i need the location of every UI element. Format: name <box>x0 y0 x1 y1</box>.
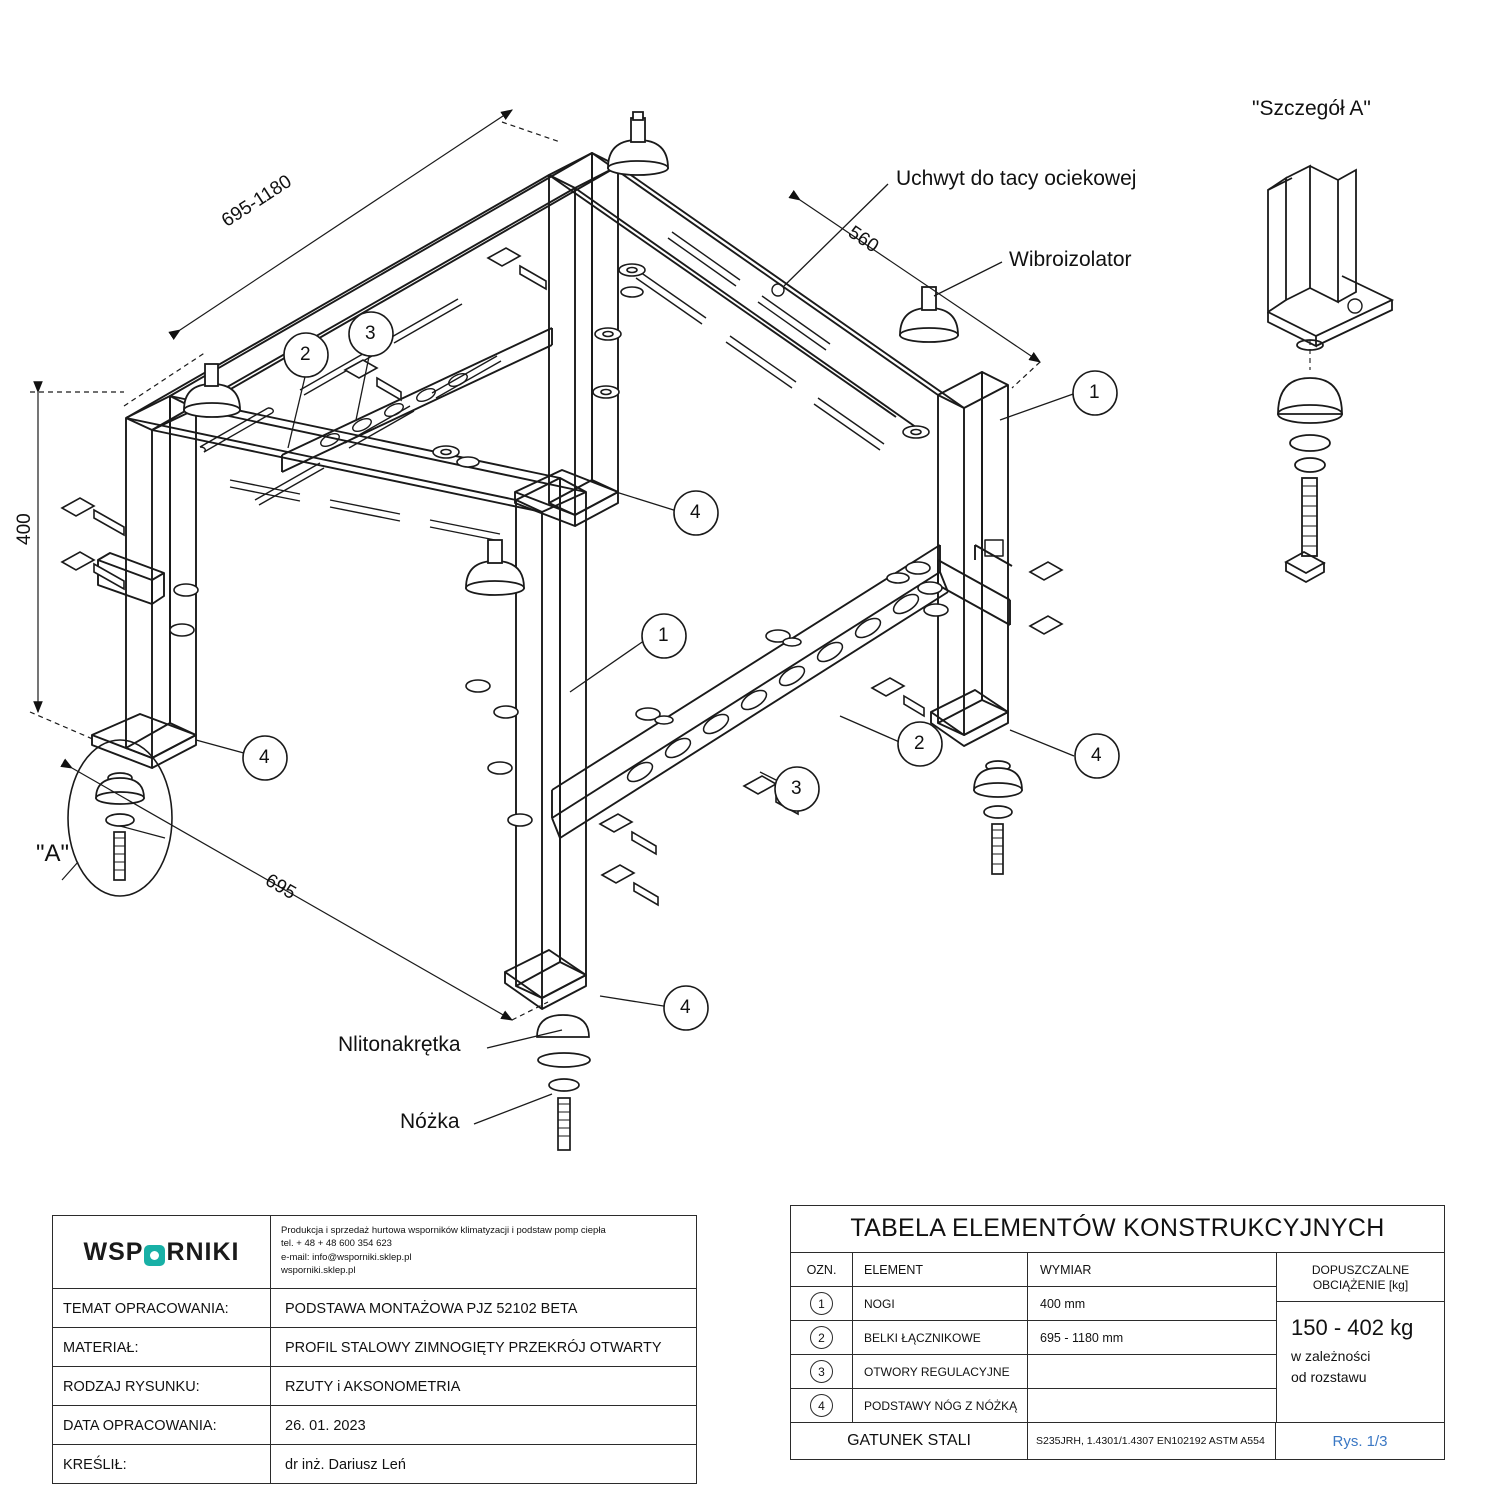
detail-a-marker: "A" <box>36 840 70 867</box>
dimension-width-top: 560 <box>844 222 883 258</box>
circ-num-2: 2 <box>810 1326 833 1349</box>
label-author: KREŚLIŁ: <box>53 1445 271 1483</box>
allowable-load-column <box>1276 1253 1444 1422</box>
value-author: dr inż. Dariusz Leń <box>285 1457 406 1473</box>
allowable-load-header: DOPUSZCZALNE OBCIĄŻENIE [kg] <box>1277 1253 1444 1302</box>
value-material: PROFIL STALOWY ZIMNOGIĘTY PRZEKRÓJ OTWARTY <box>285 1340 662 1356</box>
row-wymiar <box>1028 1355 1276 1388</box>
company-logo <box>53 1216 271 1288</box>
balloon-1-right: 1 <box>1089 382 1100 403</box>
row-element: NOGI <box>853 1287 1028 1320</box>
row-wymiar: 400 mm <box>1040 1296 1086 1311</box>
title-block-header <box>53 1216 696 1288</box>
label-subject: TEMAT OPRACOWANIA: <box>53 1289 271 1327</box>
steel-grade-value: S235JRH, 1.4301/1.4307 EN102192 ASTM A554 <box>1028 1423 1276 1459</box>
row-wymiar <box>1028 1389 1276 1422</box>
value-date: 26. 01. 2023 <box>285 1418 366 1434</box>
callout-rivet-nut: Nlitonakrętka <box>338 1033 461 1056</box>
table-row <box>791 1355 1276 1389</box>
callout-vibration-isolator: Wibroizolator <box>1009 248 1132 271</box>
header-wymiar: WYMIAR <box>1040 1262 1092 1277</box>
circ-num-3: 3 <box>810 1360 833 1383</box>
contact-line-2: tel. + 48 + 48 600 354 623 <box>281 1238 392 1250</box>
row-ozn <box>791 1389 853 1422</box>
contact-line-4: wsporniki.sklep.pl <box>281 1265 356 1277</box>
dimension-depth: 695-1180 <box>218 171 296 232</box>
title-block <box>52 1215 697 1484</box>
row-element: OTWORY REGULACYJNE <box>853 1355 1028 1388</box>
contact-line-1: Produkcja i sprzedaż hurtowa wsporników klimatyzacji i podstaw pomp ciepła <box>281 1225 606 1236</box>
company-contact <box>271 1216 696 1288</box>
balloon-4-bottom: 4 <box>680 997 691 1018</box>
logo-mark-icon <box>144 1245 165 1266</box>
circ-num-1: 1 <box>810 1292 833 1315</box>
title-block-row-drawing-type <box>53 1366 696 1405</box>
balloon-4-upper: 4 <box>690 502 701 523</box>
sheet-number: Rys. 1/3 <box>1332 1432 1388 1450</box>
logo-text-left: WSP <box>83 1237 144 1266</box>
contact-line-3: e-mail: info@wsporniki.sklep.pl <box>281 1251 412 1263</box>
steel-grade-footer <box>791 1422 1444 1459</box>
table-row <box>791 1389 1276 1422</box>
row-ozn <box>791 1287 853 1320</box>
fasteners <box>62 248 1062 905</box>
balloon-circles <box>243 312 1119 1030</box>
table-row <box>791 1287 1276 1321</box>
components-table <box>790 1205 1445 1460</box>
detail-a-title: "Szczegół A" <box>1252 97 1371 120</box>
dimension-height: 400 <box>14 513 35 545</box>
allowable-load-value: 150 - 402 kg <box>1291 1315 1414 1340</box>
steel-grade-label: GATUNEK STALI <box>791 1423 1028 1459</box>
row-wymiar: 695 - 1180 mm <box>1040 1330 1124 1345</box>
title-block-row-date <box>53 1405 696 1444</box>
callout-drip-tray-handle: Uchwyt do tacy ociekowej <box>896 167 1137 190</box>
allowable-load-note-2: od rozstawu <box>1291 1369 1367 1385</box>
components-table-header <box>791 1253 1276 1287</box>
balloon-3-left: 3 <box>365 323 376 344</box>
balloon-2-left: 2 <box>300 344 311 365</box>
header-element: ELEMENT <box>853 1253 1028 1286</box>
row-ozn <box>791 1321 853 1354</box>
balloon-3-right: 3 <box>791 778 802 799</box>
allowable-load-note-1: w zależności <box>1291 1348 1371 1364</box>
callout-foot: Nóżka <box>400 1110 460 1133</box>
label-drawing-type: RODZAJ RYSUNKU: <box>53 1367 271 1405</box>
dimension-lines <box>30 110 1040 1020</box>
allowable-load-body <box>1277 1302 1444 1422</box>
balloon-2-right: 2 <box>914 733 925 754</box>
value-subject: PODSTAWA MONTAŻOWA PJZ 52102 BETA <box>285 1301 578 1317</box>
row-element: BELKI ŁĄCZNIKOWE <box>853 1321 1028 1354</box>
logo-text-right: RNIKI <box>166 1237 240 1266</box>
title-block-row-author <box>53 1444 696 1483</box>
balloon-4-left: 4 <box>259 747 270 768</box>
exploded-foot-parts <box>96 761 1022 1150</box>
title-block-row-material <box>53 1327 696 1366</box>
dimension-width-bottom: 695 <box>261 870 300 905</box>
label-material: MATERIAŁ: <box>53 1328 271 1366</box>
frame-geometry <box>92 153 1012 1009</box>
components-table-title: TABELA ELEMENTÓW KONSTRUKCYJNYCH <box>791 1206 1444 1253</box>
label-date: DATA OPRACOWANIA: <box>53 1406 271 1444</box>
table-row <box>791 1321 1276 1355</box>
detail-a-view <box>1268 166 1392 582</box>
circ-num-4: 4 <box>810 1394 833 1417</box>
balloon-1-center: 1 <box>658 625 669 646</box>
balloon-4-right: 4 <box>1091 745 1102 766</box>
row-ozn <box>791 1355 853 1388</box>
title-block-row-subject <box>53 1288 696 1327</box>
value-drawing-type: RZUTY i AKSONOMETRIA <box>285 1379 461 1395</box>
row-element: PODSTAWY NÓG Z NÓŻKĄ <box>853 1389 1028 1422</box>
header-ozn: OZN. <box>791 1253 853 1286</box>
